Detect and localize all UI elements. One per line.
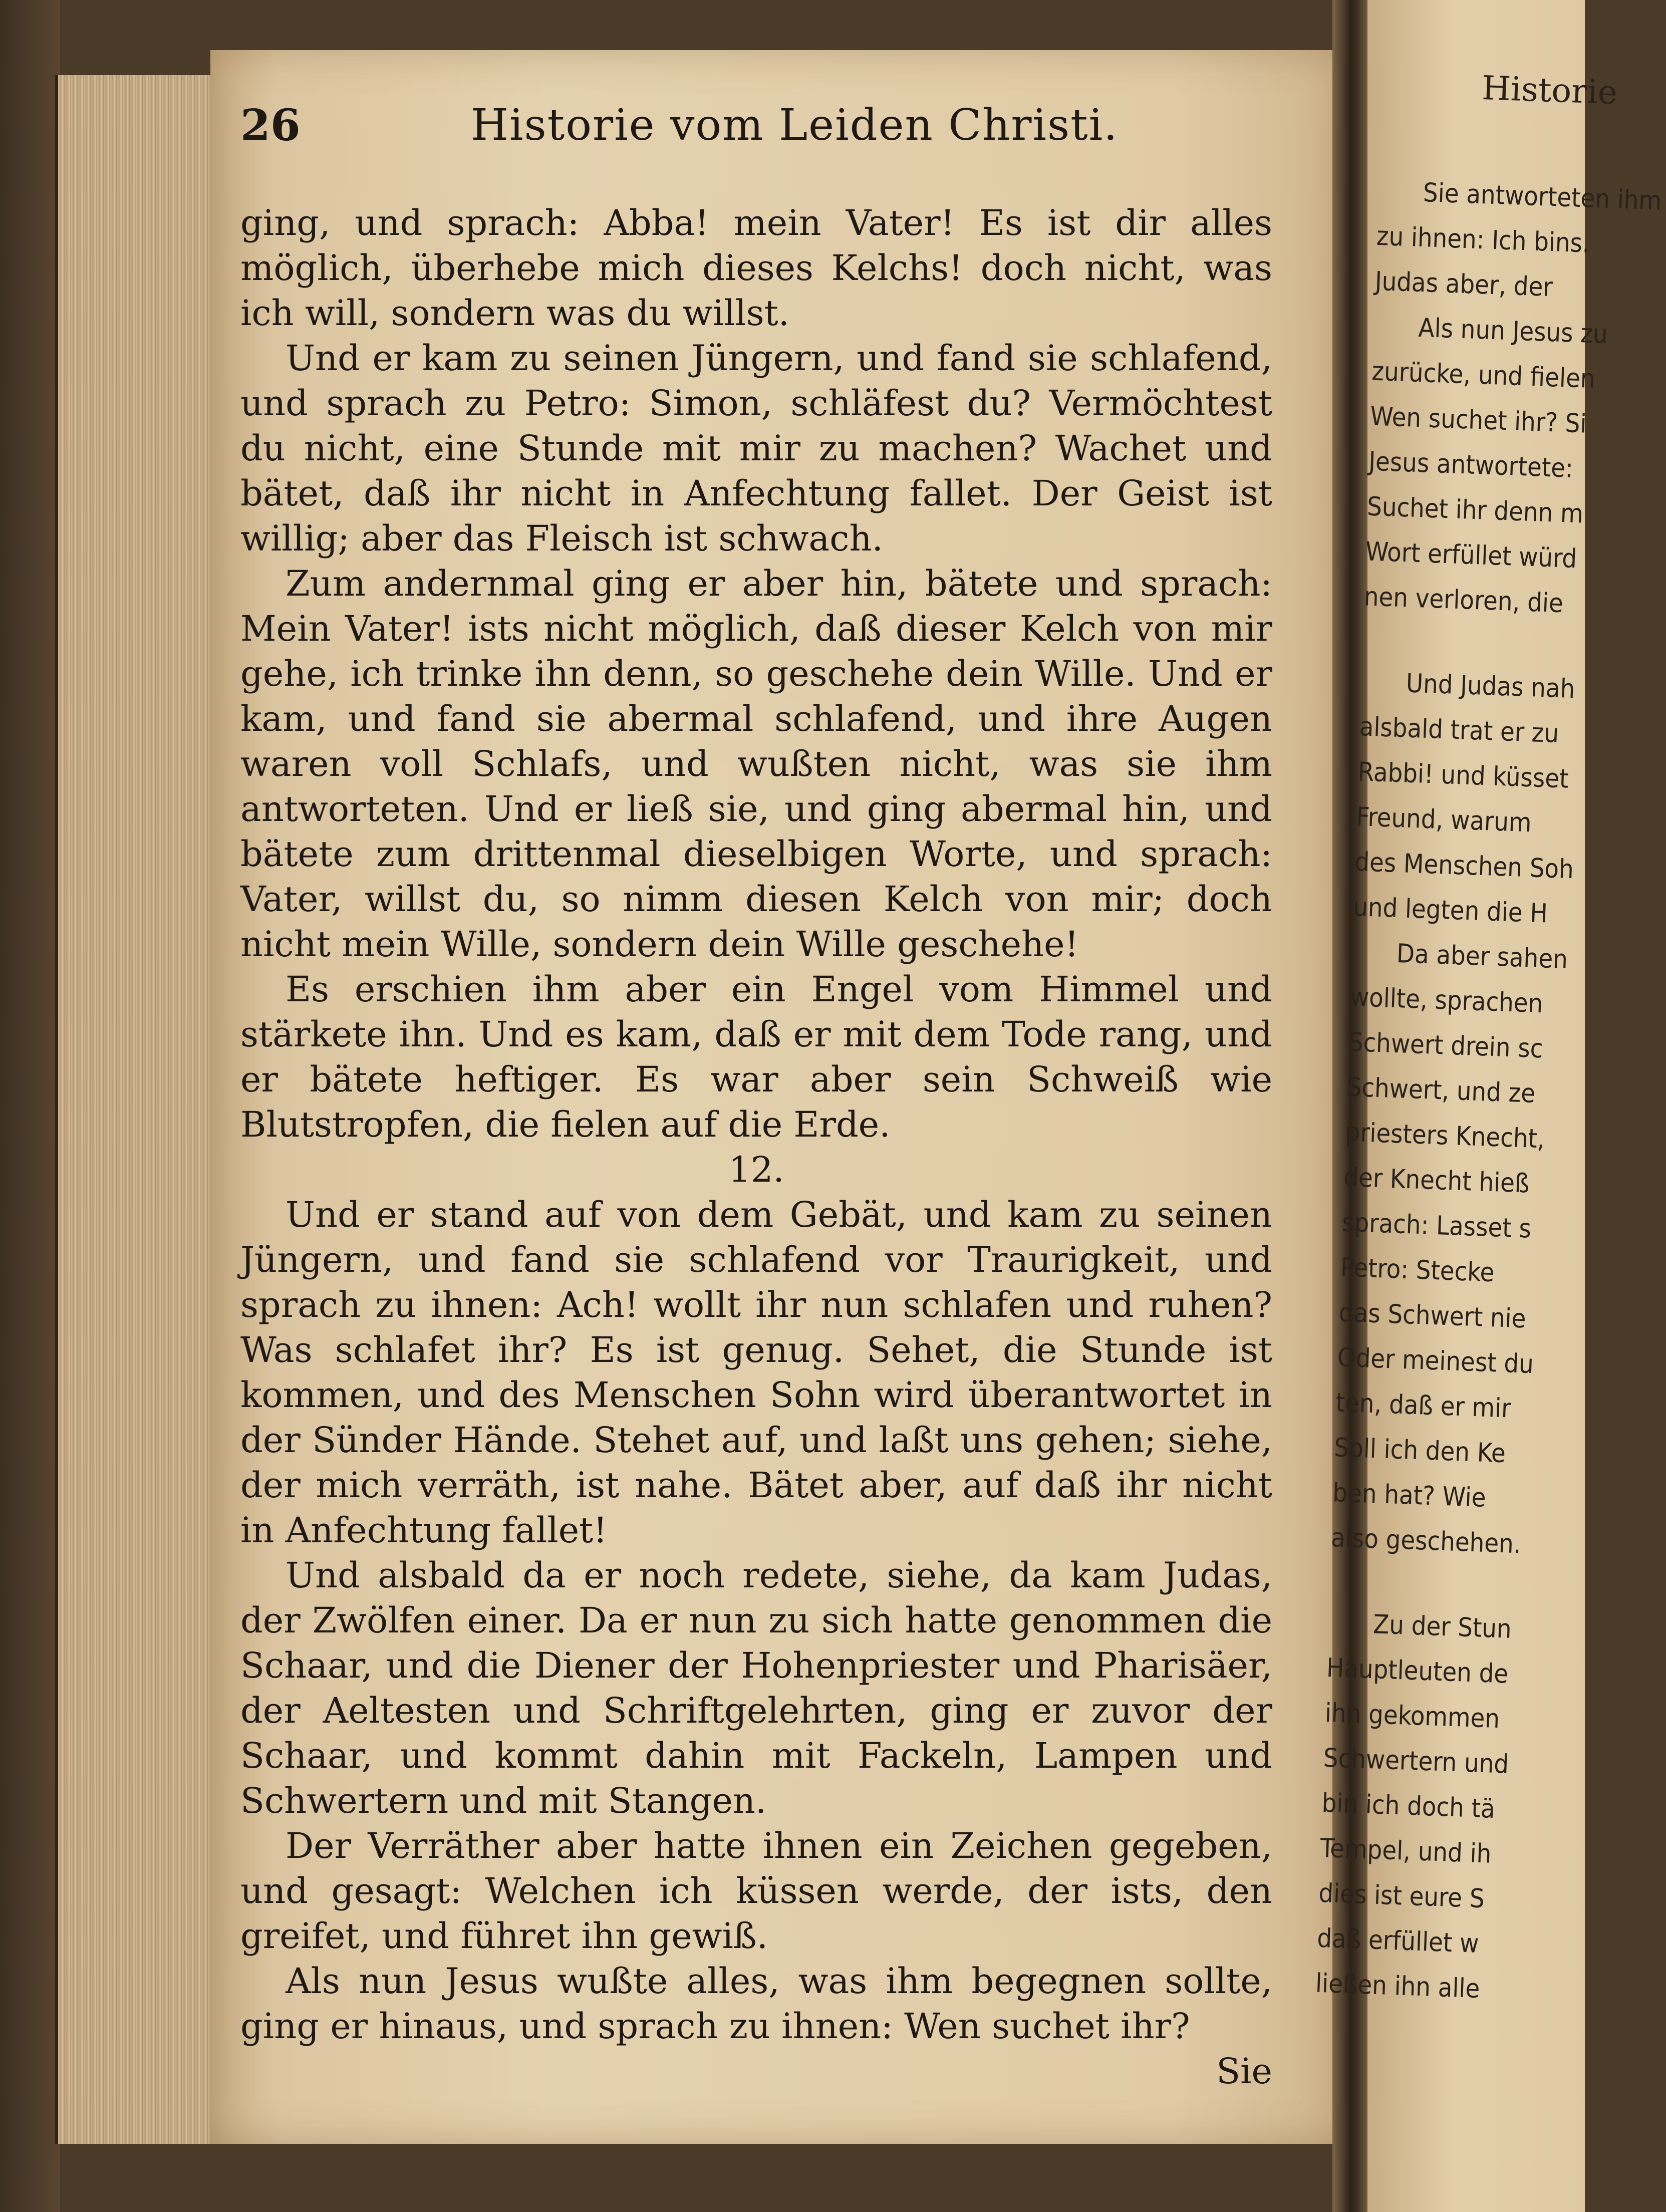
right-page-line: Schwert drein sc [1347,1027,1544,1064]
right-page-line: des Menschen Soh [1354,847,1574,885]
right-page-line: der Knecht hieß [1343,1162,1530,1199]
catchword: Sie [1216,2051,1272,2092]
right-page-line: nen verloren, die [1363,582,1564,619]
paragraph: ging, und sprach: Abba! mein Vater! Es ist dir alles möglich, überhebe mich dieses Kelchs! doch nicht, was ich will, sondern was du willst. [240,202,1272,334]
right-running-head: Historie [1481,68,1618,112]
right-page-line: Judas aber, der [1374,266,1553,303]
right-page-line: Und Judas nah [1405,668,1576,705]
paragraph: Der Verräther aber hatte ihnen ein Zeichen gegeben, und gesagt: Welchen ich küssen werde, der ists, den greifet, und führet ihn gewiß. [240,1825,1272,1957]
right-page-line: und legten die H [1352,892,1548,929]
paragraph: Als nun Jesus wußte alles, was ihm begegnen sollte, ging er hinaus, und sprach zu ihnen: Wen suchet ihr? [240,1961,1272,2047]
right-page-line: bin ich doch tä [1321,1788,1496,1824]
right-page-line: sprach: Lasset s [1341,1207,1532,1244]
right-page-line: wollte, sprachen [1349,982,1544,1019]
right-page-line: also geschehen. [1330,1523,1522,1560]
right-page-line: Tempel, und ih [1319,1833,1492,1869]
page-number: 26 [240,100,301,151]
right-page-line: priesters Knecht, [1344,1117,1545,1155]
right-page-line: Suchet ihr denn m [1366,491,1584,529]
book-cover-edge [0,0,60,2212]
paragraph: Und er kam zu seinen Jüngern, und fand sie schlafend, und sprach zu Petro: Simon, schläfest du? Vermöchtest du nicht, eine Stunde mit mir zu machen? Wachet und bätet, daß ihr nicht in Anfechtung fallet. Der Geist ist willig; aber das Fleisch ist schwach. [240,338,1272,559]
right-page-line: Petro: Stecke [1340,1252,1495,1288]
body-text [240,200,1272,2094]
right-page-line: Zu der Stun [1372,1609,1512,1644]
right-page-line: Als nun Jesus zu [1418,313,1608,350]
right-page-line: Hauptleuten de [1326,1653,1509,1690]
right-page-line: das Schwert nie [1338,1297,1527,1334]
page-header [240,100,1272,200]
right-page-line: Schwert, und ze [1346,1072,1536,1109]
right-page-line: alsbald trat er zu [1358,712,1560,749]
right-page-line: dies ist eure S [1318,1878,1485,1914]
right-page-line: zurücke, und fielen [1371,356,1596,395]
right-page-line: ließen ihn alle [1315,1968,1481,2005]
right-page-line: ihn gekommen [1324,1698,1501,1735]
left-page-text [240,100,1272,2094]
right-page-line: ben hat? Wie [1332,1478,1487,1513]
right-page-line: ten, daß er mir [1335,1388,1512,1424]
right-page-line: Jesus antwortete: [1368,446,1574,484]
right-page-line: zu ihnen: Ich bins. [1376,221,1590,259]
page-edges [55,75,223,2144]
right-page-line: Oder meinest du [1336,1342,1534,1380]
right-page-line: Freund, warum [1355,802,1532,839]
section-number: 12. [728,1149,784,1190]
paragraph: Zum andernmal ging er aber hin, bätete und sprach: Mein Vater! ists nicht möglich, daß dieser Kelch von mir gehe, ich trinke ihn denn, so geschehe dein Wille. Und er kam, und fand sie abermal schlafend, und ihre Augen waren voll Schlafs, und wußten nicht, was sie ihm antworteten. Und er ließ sie, und ging abermal hin, und bätete zum drittenmal dieselbigen Worte, und sprach: Vater, willst du, so nimm diesen Kelch von mir; doch nicht mein Wille, sondern dein Wille geschehe! [240,563,1272,965]
running-head: Historie vom Leiden Christi. [471,100,1119,150]
right-page-line: Schwertern und [1322,1743,1510,1780]
paragraph: Und er stand auf von dem Gebät, und kam zu seinen Jüngern, und fand sie schlafend vor Traurigkeit, und sprach zu ihnen: Ach! wollt ihr nun schlafen und ruhen? Was schlafet ihr? Es ist genug. Sehet, die Stunde ist kommen, und des Menschen Sohn wird überantwortet in der Sünder Hände. Stehet auf, und laßt uns gehen; siehe, der mich verräth, ist nahe. Bätet aber, auf daß ihr nicht in Anfechtung fallet! [240,1194,1272,1551]
right-page-line: Sie antworteten ihm [1423,178,1662,216]
right-page-line: daß erfüllet w [1316,1923,1480,1959]
paragraph: Es erschien ihm aber ein Engel vom Himmel und stärkete ihn. Und es kam, daß er mit dem Tode rang, und er bätete heftiger. Es war aber sein Schweiß wie Blutstropfen, die fielen auf die Erde. [240,969,1272,1145]
right-page-line: Wort erfüllet würd [1365,536,1578,575]
right-page-line: Da aber sahen [1396,939,1568,975]
right-page-line: Rabbi! und küsset [1357,757,1569,794]
right-page-line: Wen suchet ihr? Si [1369,401,1587,439]
paragraph: Und alsbald da er noch redete, siehe, da kam Judas, der Zwölfen einer. Da er nun zu sich hatte genommen die Schaar, und die Diener der Hohenpriester und Pharisäer, der Aeltesten und Schriftgelehrten, ging er zuvor der Schaar, und kommt dahin mit Fackeln, Lampen und Schwertern und mit Stangen. [240,1555,1272,1821]
right-page-line: Soll ich den Ke [1333,1433,1506,1469]
